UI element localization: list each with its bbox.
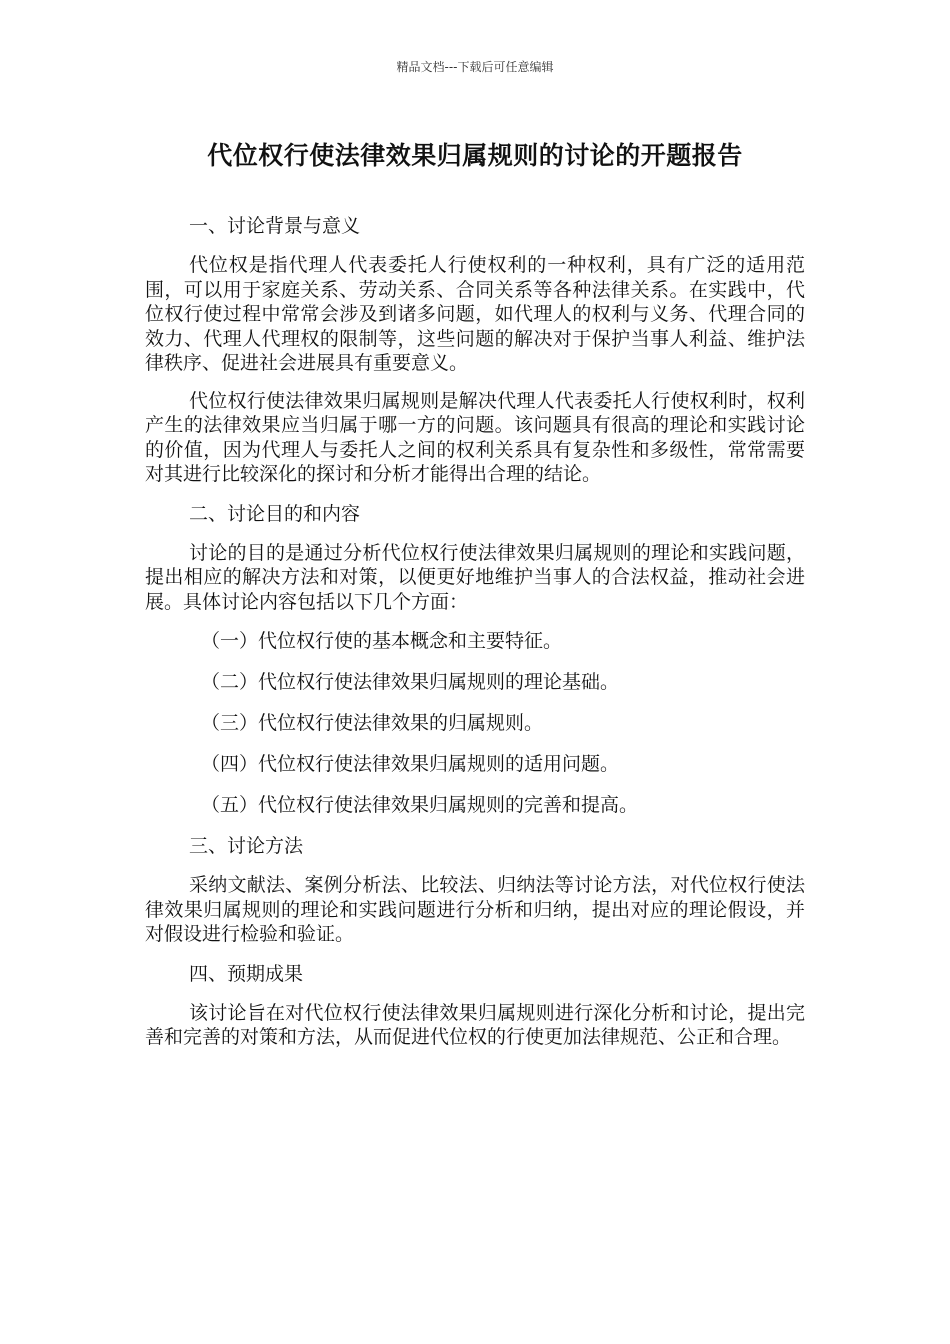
paragraph-purpose: 讨论的目的是通过分析代位权行使法律效果归属规则的理论和实践问题，提出相应的解决方法和对策，以便更好地维护当事人的合法权益，推动社会进展。具体讨论内容包括以下几个方面： [145, 541, 805, 613]
paragraph-methods: 采纳文献法、案例分析法、比较法、归纳法等讨论方法，对代位权行使法律效果归属规则的理论和实践问题进行分析和归纳，提出对应的理论假设，并对假设进行检验和验证。 [145, 874, 805, 945]
section-heading-outcomes: 四、预期成果 [189, 962, 304, 985]
document-body [145, 212, 805, 1063]
section-heading-background: 一、讨论背景与意义 [189, 215, 361, 237]
header-note: 精品文档---下载后可任意编辑 [396, 60, 554, 74]
paragraph-outcomes: 该讨论旨在对代位权行使法律效果归属规则进行深化分析和讨论，提出完善和完善的对策和方法，从而促进代位权的行使更加法律规范、公正和合理。 [145, 1001, 805, 1048]
paragraph-background-2: 代位权行使法律效果归属规则是解决代理人代表委托人行使权利时，权利产生的法律效果应当归属于哪一方的问题。该问题具有很高的理论和实践讨论的价值，因为代理人与委托人之间的权利关系具有复杂性和多级性，常常需要对其进行比较深化的探讨和分析才能得出合理的结论。 [145, 389, 805, 485]
list-item: （三）代位权行使法律效果的归属规则。 [201, 712, 544, 734]
paragraph-background-1: 代位权是指代理人代表委托人行使权利的一种权利，具有广泛的适用范围，可以用于家庭关系、劳动关系、合同关系等各种法律关系。在实践中，代位权行使过程中常常会涉及到诸多问题，如代理人的权利与义务、代理合同的效力、代理人代理权的限制等，这些问题的解决对于保护当事人利益、维护法律秩序、促进社会进展具有重要意义。 [145, 254, 805, 374]
list-item: （四）代位权行使法律效果归属规则的适用问题。 [201, 753, 620, 775]
section-heading-purpose: 二、讨论目的和内容 [189, 502, 361, 525]
document-title: 代位权行使法律效果归属规则的讨论的开题报告 [207, 141, 743, 170]
list-item: （五）代位权行使法律效果归属规则的完善和提高。 [201, 794, 639, 816]
list-item: （二）代位权行使法律效果归属规则的理论基础。 [201, 671, 620, 693]
section-heading-methods: 三、讨论方法 [189, 835, 304, 857]
list-item: （一）代位权行使的基本概念和主要特征。 [201, 630, 563, 652]
